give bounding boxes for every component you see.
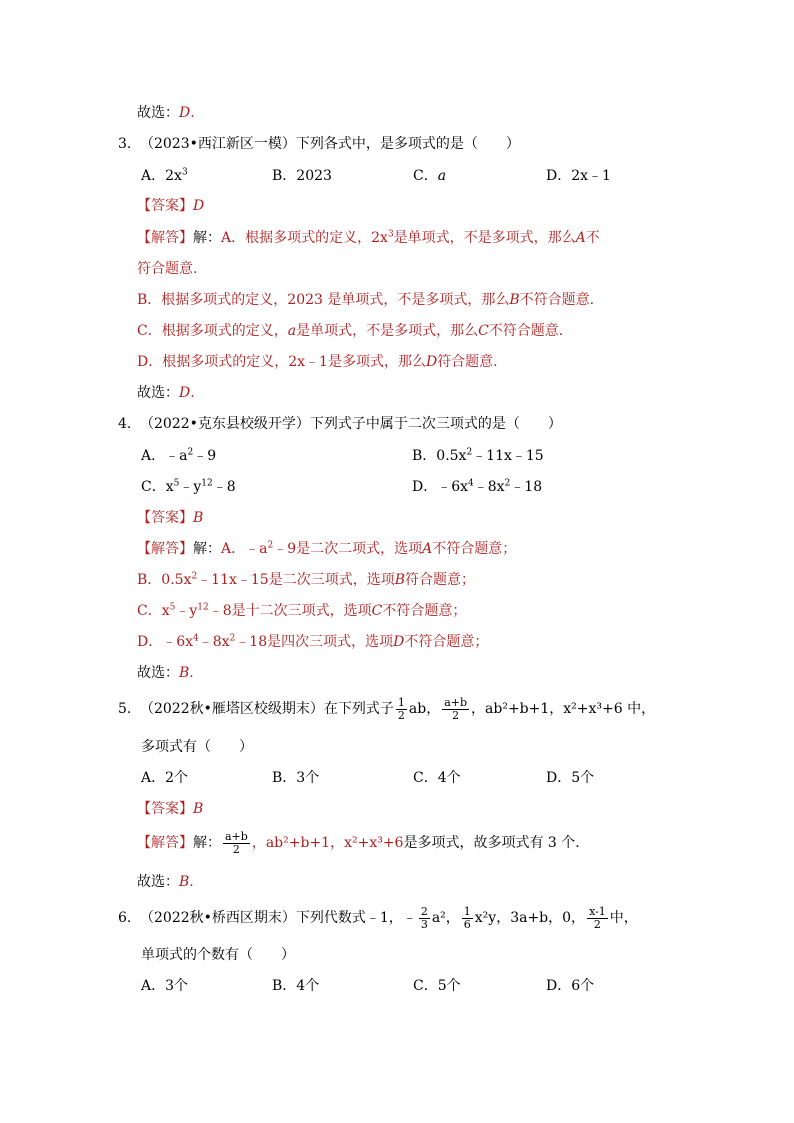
q5-stem: 5. （2022秋•雁塔区校级期末）在下列式子 $\frac{1}{2}$ ab， $\frac{a+b}{2}$ ，ab²+b+1，x²+x³+6 中， bbox=[118, 695, 656, 722]
q3-option-b: B．2023 bbox=[272, 168, 332, 184]
q5-stem-cont: 多项式有（ ） bbox=[141, 739, 253, 755]
q3-solution-b: B．根据多项式的定义，2023 是单项式，不是多项式，那么B不符合题意. bbox=[137, 292, 595, 308]
q4-choice: 故选：B. bbox=[137, 665, 194, 681]
q3-option-c: C．a bbox=[413, 168, 447, 184]
q6-option-c: C．5个 bbox=[413, 978, 461, 994]
q3-solution-c: C．根据多项式的定义，a是单项式，不是多项式，那么C不符合题意. bbox=[137, 323, 564, 339]
q4-option-b: B．$0.5x^2﹣11x﹣15$ bbox=[412, 447, 544, 464]
q6-source: （2022秋•桥西区期末） bbox=[140, 910, 296, 926]
q3-number: 3. bbox=[118, 136, 132, 152]
q3-source: （2023•西江新区一模） bbox=[140, 136, 296, 152]
q6-stem-cont: 单项式的个数有（ ） bbox=[141, 947, 295, 963]
q4-source: （2022•克东县校级开学） bbox=[140, 416, 310, 432]
q3-answer: 【答案】D bbox=[137, 198, 205, 214]
q4-option-c: C．$x^5﹣y^{12}﹣8$ bbox=[141, 478, 236, 495]
q3-options bbox=[141, 166, 661, 188]
choice-letter: D bbox=[179, 105, 191, 121]
q6-stem: 6. （2022秋•桥西区期末）下列代数式﹣1，﹣ $\frac{2}{3}$ a²， $\frac{1}{6}$ x²y，3a+b，0， $\frac{x-1}{2}$ 中， bbox=[118, 904, 638, 931]
intro-choice-line bbox=[137, 103, 195, 125]
q6-number: 6. bbox=[118, 910, 132, 926]
q4-option-d: D．$﹣6x^4﹣8x^2﹣18$ bbox=[412, 478, 543, 495]
q5-option-b: B．3个 bbox=[272, 770, 320, 786]
q6-option-d: D．6个 bbox=[546, 978, 595, 994]
q4-options-row1 bbox=[141, 446, 661, 468]
q6-option-b: B．4个 bbox=[272, 978, 320, 994]
q3-solution-a-cont: 符合题意. bbox=[137, 261, 198, 277]
q5-fraction-half: $\frac{1}{2}$ bbox=[397, 695, 405, 722]
q4-option-a: A．$﹣a^2﹣9$ bbox=[141, 447, 217, 464]
q5-fraction-apb: $\frac{a+b}{2}$ bbox=[444, 695, 468, 722]
q3-stem-text: 下列各式中，是多项式的是（ ） bbox=[295, 136, 520, 152]
q3-option-a: A．$2x^3$ bbox=[141, 167, 188, 184]
q5-option-d: D．5个 bbox=[546, 770, 595, 786]
q3-stem bbox=[118, 134, 520, 156]
q6-fraction-two-thirds: $\frac{2}{3}$ bbox=[420, 904, 428, 931]
q5-solution-fraction: $\frac{a+b}{2}$ bbox=[225, 829, 248, 856]
q5-source: （2022秋•雁塔区校级期末） bbox=[140, 701, 324, 717]
q4-answer: 【答案】B bbox=[137, 510, 204, 526]
q5-number: 5. bbox=[118, 701, 132, 717]
q4-solution-d: D．$﹣6x^4﹣8x^2﹣18$是四次三项式，选项D不符合题意； bbox=[137, 633, 489, 650]
q3-option-d: D．2x﹣1 bbox=[546, 168, 611, 184]
q3-solution-a: 【解答】解：A．根据多项式的定义，$2x^3$是单项式，不是多项式，那么A不 bbox=[137, 229, 600, 246]
q5-choice: 故选：B. bbox=[137, 874, 194, 890]
q4-solution-b: B．$0.5x^2﹣11x﹣15$是二次三项式，选项B符合题意； bbox=[137, 571, 476, 588]
choice-period: . bbox=[190, 105, 195, 121]
q5-option-c: C．4个 bbox=[413, 770, 461, 786]
q6-option-a: A．3个 bbox=[141, 978, 189, 994]
q4-solution-c: C．$x^5﹣y^{12}﹣8$是十二次三项式，选项C不符合题意； bbox=[137, 602, 467, 619]
q6-options bbox=[141, 976, 661, 998]
q4-solution-a: 【解答】解：A．$﹣a^2﹣9$是二次二项式，选项A不符合题意； bbox=[137, 540, 517, 557]
q4-number: 4. bbox=[118, 416, 132, 432]
q4-stem bbox=[118, 414, 562, 436]
q5-option-a: A．2个 bbox=[141, 770, 189, 786]
q5-answer: 【答案】B bbox=[137, 801, 204, 817]
q3-solution-d: D．根据多项式的定义，2x﹣1是多项式，那么D符合题意. bbox=[137, 354, 498, 370]
choice-label: 故选： bbox=[137, 105, 179, 121]
q4-options-row2 bbox=[141, 477, 661, 499]
q6-fraction-xm1: $\frac{x-1}{2}$ bbox=[589, 904, 606, 931]
q3-choice: 故选：D. bbox=[137, 385, 195, 401]
q5-solution: 【解答】解： $\frac{a+b}{2}$ ，ab²+b+1，x²+x³+6是多项式，故多项式有 3 个. bbox=[137, 829, 580, 856]
q5-options bbox=[141, 768, 661, 790]
q6-fraction-one-sixth: $\frac{1}{6}$ bbox=[463, 904, 471, 931]
q4-stem-text: 下列式子中属于二次三项式的是（ ） bbox=[309, 416, 562, 432]
